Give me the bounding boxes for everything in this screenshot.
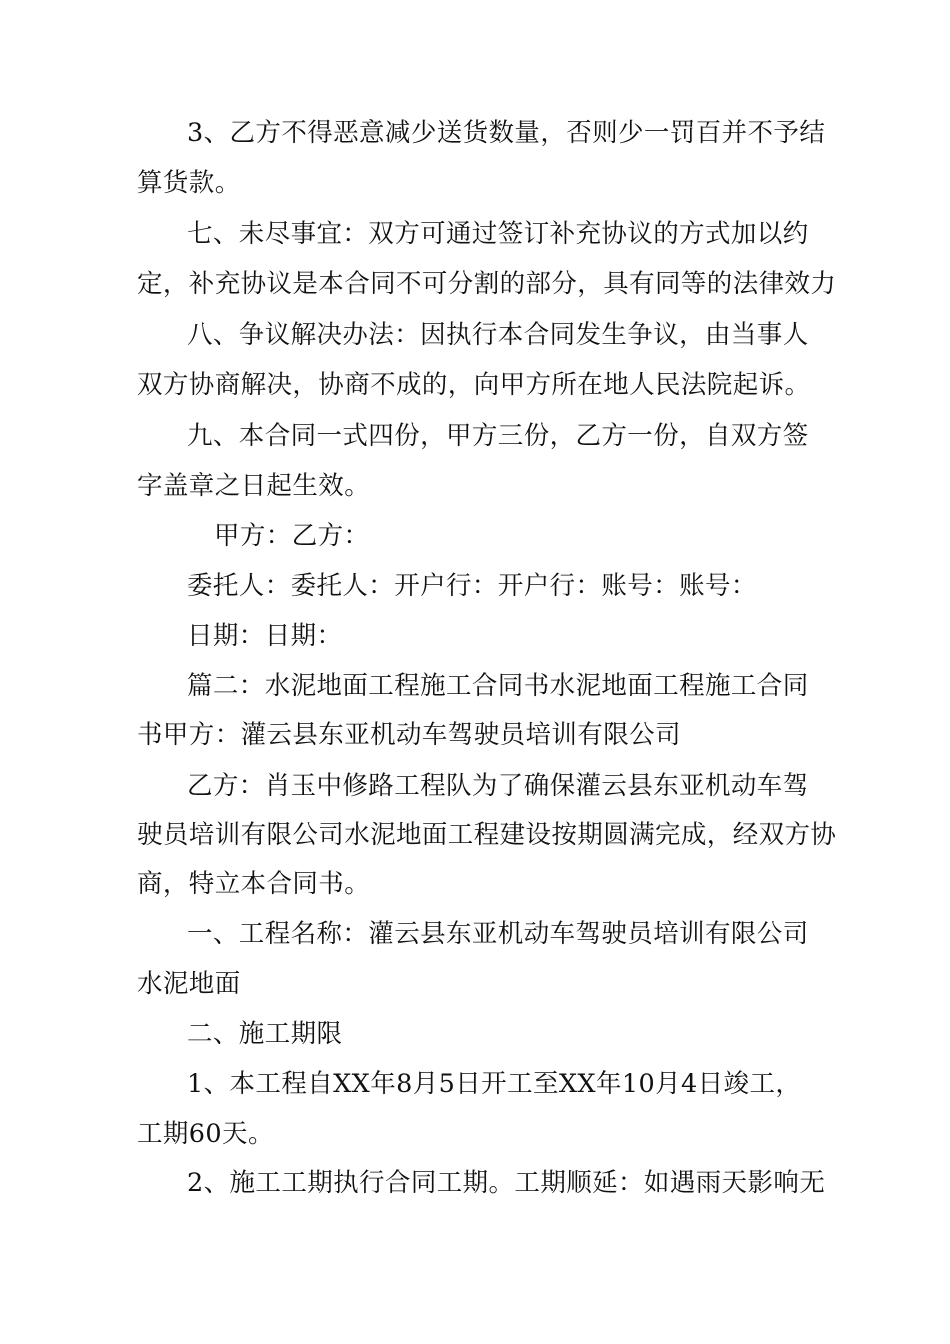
signature-detail-line: 委托人：委托人：开户行：开户行：账号：账号： [187,571,757,601]
text-line: 九、本合同一式四份，甲方三份，乙方一份，自双方签 [187,421,809,451]
text-line: 1、本工程自XX年8月5日开工至XX年10月4日竣工， [187,1069,802,1099]
text-line: 书甲方：灌云县东亚机动车驾驶员培训有限公司 [137,720,681,750]
text-line: 一、工程名称：灌云县东亚机动车驾驶员培训有限公司 [187,919,809,949]
text-line: 乙方：肖玉中修路工程队为了确保灌云县东亚机动车驾 [187,771,809,801]
text-line: 八、争议解决办法：因执行本合同发生争议，由当事人 [187,320,809,350]
text-line: 3、乙方不得恶意减少送货数量，否则少一罚百并不予结 [187,118,826,148]
signature-party-line: 甲方：乙方： [214,521,370,551]
text-line: 2、施工工期执行合同工期。工期顺延：如遇雨天影响无 [187,1168,826,1198]
text-line: 七、未尽事宜：双方可通过签订补充协议的方式加以约 [187,219,809,249]
text-line: 算货款。 [137,168,241,198]
text-line: 水泥地面 [137,969,241,999]
text-line: 篇二：水泥地面工程施工合同书水泥地面工程施工合同 [187,671,809,701]
signature-date-line: 日期：日期： [187,621,343,651]
section-heading: 二、施工期限 [187,1019,343,1049]
text-line: 工期60天。 [137,1119,274,1149]
text-line: 商，特立本合同书。 [137,869,371,899]
text-line: 驶员培训有限公司水泥地面工程建设按期圆满完成，经双方协 [137,820,837,850]
text-line: 双方协商解决，协商不成的，向甲方所在地人民法院起诉。 [137,370,811,400]
text-line: 字盖章之日起生效。 [137,471,371,501]
text-line: 定，补充协议是本合同不可分割的部分，具有同等的法律效力 [137,269,837,299]
